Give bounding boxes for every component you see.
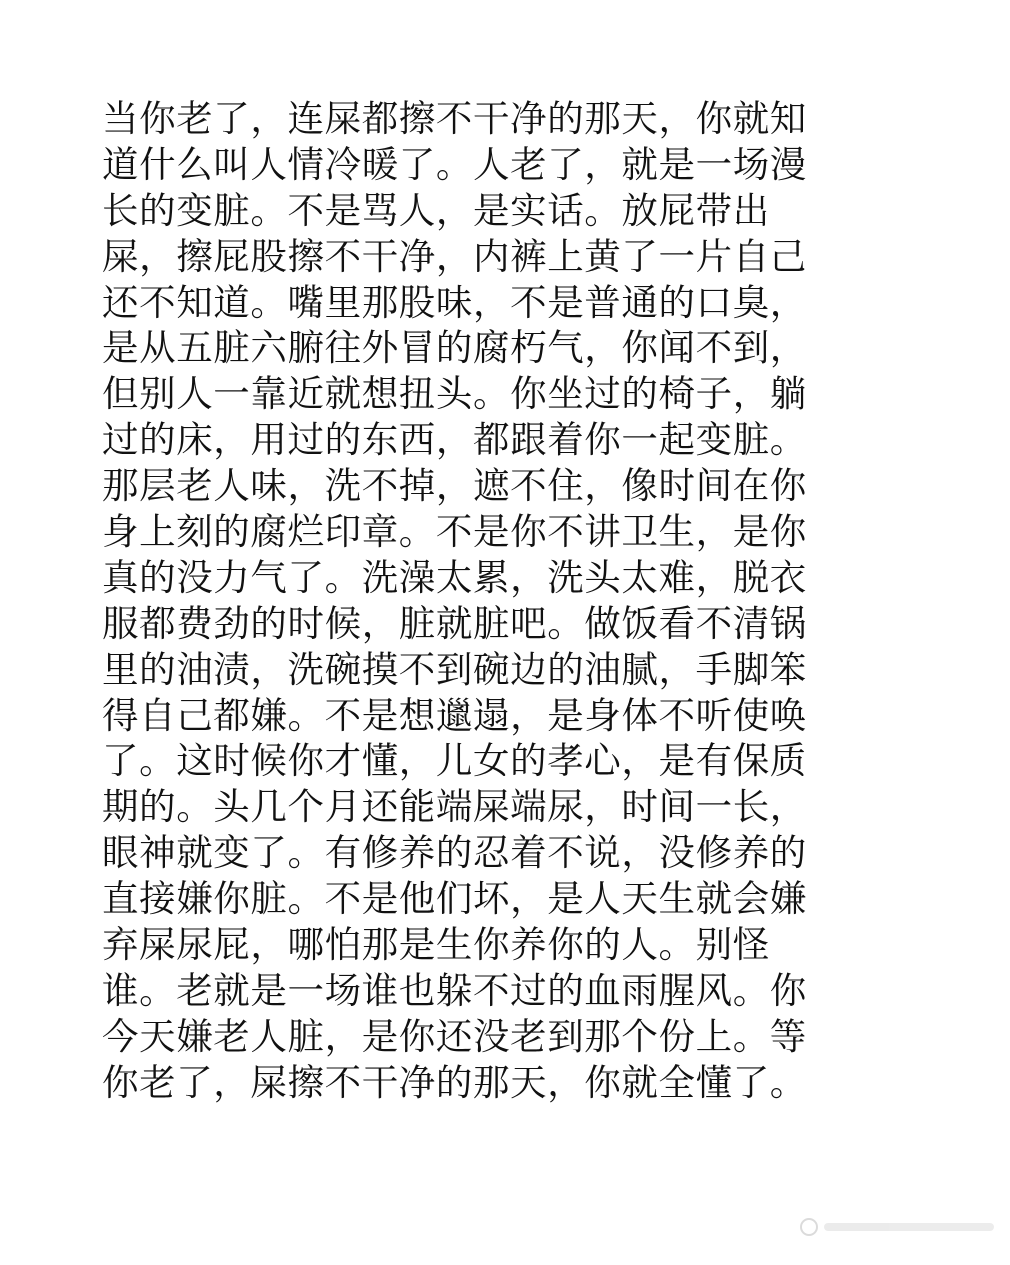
text-line: 你老了，屎擦不干净的那天，你就全懂了。	[102, 1060, 807, 1104]
article-text	[102, 96, 922, 1106]
text-line: 直接嫌你脏。不是他们坏，是人天生就会嫌	[102, 877, 807, 921]
text-line: 真的没力气了。洗澡太累，洗头太难，脱衣	[102, 555, 807, 599]
text-line: 但别人一靠近就想扭头。你坐过的椅子，躺	[102, 372, 807, 416]
text-line: 期的。头几个月还能端屎端尿，时间一长，	[102, 785, 807, 829]
text-line: 道什么叫人情冷暖了。人老了，就是一场漫	[102, 142, 807, 186]
text-line: 屎，擦屁股擦不干净，内裤上黄了一片自己	[102, 234, 807, 278]
text-line: 当你老了，连屎都擦不干净的那天，你就知	[102, 97, 807, 140]
watermark	[800, 1216, 1000, 1238]
text-line: 弃屎尿屁，哪怕那是生你养你的人。别怪	[102, 923, 770, 967]
text-line: 还不知道。嘴里那股味，不是普通的口臭，	[102, 280, 807, 324]
text-line: 那层老人味，洗不掉，遮不住，像时间在你	[102, 464, 807, 508]
text-line: 眼神就变了。有修养的忍着不说，没修养的	[102, 831, 807, 875]
text-line: 今天嫌老人脏，是你还没老到那个份上。等	[102, 1014, 807, 1058]
text-line: 是从五脏六腑往外冒的腐朽气，你闻不到，	[102, 326, 807, 370]
watermark-bar	[824, 1223, 994, 1231]
text-line: 服都费劲的时候，脏就脏吧。做饭看不清锅	[102, 601, 807, 645]
text-line: 过的床，用过的东西，都跟着你一起变脏。	[102, 418, 807, 462]
text-line: 里的油渍，洗碗摸不到碗边的油腻，手脚笨	[102, 647, 807, 691]
text-line: 身上刻的腐烂印章。不是你不讲卫生，是你	[102, 510, 807, 554]
circle-logo-icon	[800, 1218, 818, 1236]
text-line: 了。这时候你才懂，儿女的孝心，是有保质	[102, 739, 807, 783]
text-line: 得自己都嫌。不是想邋遢，是身体不听使唤	[102, 693, 807, 737]
text-line: 谁。老就是一场谁也躲不过的血雨腥风。你	[102, 968, 807, 1012]
text-line: 长的变脏。不是骂人，是实话。放屁带出	[102, 188, 770, 232]
